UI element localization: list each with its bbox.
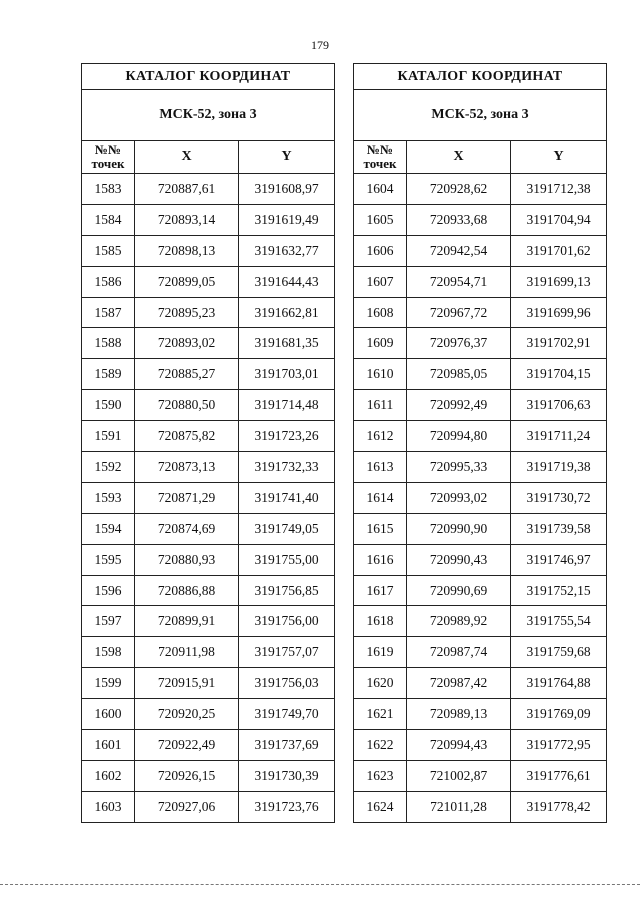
page-number: 179 bbox=[311, 38, 329, 52]
table-row bbox=[82, 452, 335, 483]
y-coordinate-cell: 3191714,48 bbox=[239, 390, 335, 421]
table-row bbox=[354, 513, 607, 544]
x-coordinate-cell: 720989,13 bbox=[407, 699, 511, 730]
x-coordinate-cell: 720928,62 bbox=[407, 174, 511, 205]
point-number-cell: 1616 bbox=[354, 544, 407, 575]
y-coordinate-cell: 3191757,07 bbox=[239, 637, 335, 668]
x-coordinate-cell: 720898,13 bbox=[135, 235, 239, 266]
column-header-point-number: №№ точек bbox=[82, 141, 135, 174]
y-coordinate-cell: 3191706,63 bbox=[511, 390, 607, 421]
y-coordinate-cell: 3191704,94 bbox=[511, 204, 607, 235]
y-coordinate-cell: 3191632,77 bbox=[239, 235, 335, 266]
table-row bbox=[354, 328, 607, 359]
point-number-cell: 1599 bbox=[82, 668, 135, 699]
table-row bbox=[354, 482, 607, 513]
x-coordinate-cell: 720995,33 bbox=[407, 452, 511, 483]
x-coordinate-cell: 720942,54 bbox=[407, 235, 511, 266]
table-row bbox=[82, 390, 335, 421]
x-coordinate-cell: 720987,42 bbox=[407, 668, 511, 699]
table-row bbox=[82, 204, 335, 235]
coordinate-rows bbox=[354, 174, 607, 823]
column-header-x: X bbox=[407, 141, 511, 174]
point-number-cell: 1604 bbox=[354, 174, 407, 205]
y-coordinate-cell: 3191746,97 bbox=[511, 544, 607, 575]
table-row bbox=[82, 328, 335, 359]
column-header-point-number: №№ точек bbox=[354, 141, 407, 174]
x-coordinate-cell: 720990,69 bbox=[407, 575, 511, 606]
point-number-cell: 1589 bbox=[82, 359, 135, 390]
y-coordinate-cell: 3191644,43 bbox=[239, 266, 335, 297]
coordinate-catalog-table-right bbox=[353, 63, 607, 823]
table-row bbox=[354, 730, 607, 761]
table-row bbox=[354, 452, 607, 483]
point-number-cell: 1608 bbox=[354, 297, 407, 328]
point-number-cell: 1609 bbox=[354, 328, 407, 359]
column-header-y: Y bbox=[511, 141, 607, 174]
catalog-subtitle: МСК-52, зона 3 bbox=[354, 90, 607, 141]
y-coordinate-cell: 3191764,88 bbox=[511, 668, 607, 699]
coordinate-rows bbox=[82, 174, 335, 823]
point-number-cell: 1586 bbox=[82, 266, 135, 297]
table-row bbox=[82, 544, 335, 575]
table-row bbox=[354, 606, 607, 637]
y-coordinate-cell: 3191778,42 bbox=[511, 791, 607, 822]
column-header-x: X bbox=[135, 141, 239, 174]
y-coordinate-cell: 3191776,61 bbox=[511, 760, 607, 791]
table-row bbox=[82, 359, 335, 390]
point-number-cell: 1591 bbox=[82, 421, 135, 452]
table-row bbox=[82, 266, 335, 297]
x-coordinate-cell: 720873,13 bbox=[135, 452, 239, 483]
y-coordinate-cell: 3191681,35 bbox=[239, 328, 335, 359]
x-coordinate-cell: 720887,61 bbox=[135, 174, 239, 205]
table-row bbox=[354, 575, 607, 606]
table-row bbox=[354, 390, 607, 421]
x-coordinate-cell: 720895,23 bbox=[135, 297, 239, 328]
y-coordinate-cell: 3191723,26 bbox=[239, 421, 335, 452]
y-coordinate-cell: 3191769,09 bbox=[511, 699, 607, 730]
table-row bbox=[82, 174, 335, 205]
footer-divider bbox=[0, 884, 640, 885]
point-number-cell: 1594 bbox=[82, 513, 135, 544]
x-coordinate-cell: 720994,80 bbox=[407, 421, 511, 452]
x-coordinate-cell: 720987,74 bbox=[407, 637, 511, 668]
x-coordinate-cell: 720933,68 bbox=[407, 204, 511, 235]
point-number-cell: 1606 bbox=[354, 235, 407, 266]
y-coordinate-cell: 3191755,54 bbox=[511, 606, 607, 637]
point-number-cell: 1598 bbox=[82, 637, 135, 668]
x-coordinate-cell: 720993,02 bbox=[407, 482, 511, 513]
y-coordinate-cell: 3191702,91 bbox=[511, 328, 607, 359]
x-coordinate-cell: 720911,98 bbox=[135, 637, 239, 668]
table-row bbox=[354, 544, 607, 575]
x-coordinate-cell: 720899,05 bbox=[135, 266, 239, 297]
coordinate-catalog-table-left bbox=[81, 63, 335, 823]
point-number-cell: 1592 bbox=[82, 452, 135, 483]
point-number-cell: 1624 bbox=[354, 791, 407, 822]
table-row bbox=[354, 297, 607, 328]
table-row bbox=[354, 359, 607, 390]
x-coordinate-cell: 720985,05 bbox=[407, 359, 511, 390]
point-number-cell: 1588 bbox=[82, 328, 135, 359]
x-coordinate-cell: 720989,92 bbox=[407, 606, 511, 637]
y-coordinate-cell: 3191662,81 bbox=[239, 297, 335, 328]
table-row bbox=[354, 791, 607, 822]
x-coordinate-cell: 720893,02 bbox=[135, 328, 239, 359]
y-coordinate-cell: 3191730,39 bbox=[239, 760, 335, 791]
y-coordinate-cell: 3191732,33 bbox=[239, 452, 335, 483]
table-row bbox=[354, 760, 607, 791]
y-coordinate-cell: 3191756,85 bbox=[239, 575, 335, 606]
y-coordinate-cell: 3191752,15 bbox=[511, 575, 607, 606]
column-header-y: Y bbox=[239, 141, 335, 174]
point-number-cell: 1605 bbox=[354, 204, 407, 235]
x-coordinate-cell: 720915,91 bbox=[135, 668, 239, 699]
y-coordinate-cell: 3191712,38 bbox=[511, 174, 607, 205]
point-number-cell: 1597 bbox=[82, 606, 135, 637]
x-coordinate-cell: 720922,49 bbox=[135, 730, 239, 761]
catalog-subtitle: МСК-52, зона 3 bbox=[82, 90, 335, 141]
y-coordinate-cell: 3191756,03 bbox=[239, 668, 335, 699]
x-coordinate-cell: 720871,29 bbox=[135, 482, 239, 513]
y-coordinate-cell: 3191755,00 bbox=[239, 544, 335, 575]
y-coordinate-cell: 3191701,62 bbox=[511, 235, 607, 266]
table-row bbox=[354, 204, 607, 235]
point-number-cell: 1603 bbox=[82, 791, 135, 822]
point-number-cell: 1613 bbox=[354, 452, 407, 483]
x-coordinate-cell: 720990,90 bbox=[407, 513, 511, 544]
x-coordinate-cell: 720899,91 bbox=[135, 606, 239, 637]
y-coordinate-cell: 3191741,40 bbox=[239, 482, 335, 513]
x-coordinate-cell: 720976,37 bbox=[407, 328, 511, 359]
point-number-cell: 1614 bbox=[354, 482, 407, 513]
point-number-cell: 1583 bbox=[82, 174, 135, 205]
table-row bbox=[82, 730, 335, 761]
point-number-cell: 1611 bbox=[354, 390, 407, 421]
catalog-title: КАТАЛОГ КООРДИНАТ bbox=[354, 64, 607, 90]
table-row bbox=[82, 760, 335, 791]
point-number-cell: 1610 bbox=[354, 359, 407, 390]
x-coordinate-cell: 720885,27 bbox=[135, 359, 239, 390]
x-coordinate-cell: 720886,88 bbox=[135, 575, 239, 606]
x-coordinate-cell: 720893,14 bbox=[135, 204, 239, 235]
point-number-cell: 1623 bbox=[354, 760, 407, 791]
x-coordinate-cell: 720875,82 bbox=[135, 421, 239, 452]
x-coordinate-cell: 721011,28 bbox=[407, 791, 511, 822]
x-coordinate-cell: 720926,15 bbox=[135, 760, 239, 791]
y-coordinate-cell: 3191749,70 bbox=[239, 699, 335, 730]
y-coordinate-cell: 3191699,13 bbox=[511, 266, 607, 297]
y-coordinate-cell: 3191737,69 bbox=[239, 730, 335, 761]
x-coordinate-cell: 720954,71 bbox=[407, 266, 511, 297]
point-number-cell: 1620 bbox=[354, 668, 407, 699]
x-coordinate-cell: 720967,72 bbox=[407, 297, 511, 328]
y-coordinate-cell: 3191730,72 bbox=[511, 482, 607, 513]
point-number-cell: 1585 bbox=[82, 235, 135, 266]
y-coordinate-cell: 3191704,15 bbox=[511, 359, 607, 390]
x-coordinate-cell: 720920,25 bbox=[135, 699, 239, 730]
x-coordinate-cell: 720992,49 bbox=[407, 390, 511, 421]
point-number-cell: 1618 bbox=[354, 606, 407, 637]
y-coordinate-cell: 3191619,49 bbox=[239, 204, 335, 235]
point-number-cell: 1601 bbox=[82, 730, 135, 761]
point-number-cell: 1617 bbox=[354, 575, 407, 606]
y-coordinate-cell: 3191772,95 bbox=[511, 730, 607, 761]
y-coordinate-cell: 3191723,76 bbox=[239, 791, 335, 822]
point-number-cell: 1602 bbox=[82, 760, 135, 791]
table-row bbox=[354, 421, 607, 452]
x-coordinate-cell: 720880,93 bbox=[135, 544, 239, 575]
table-row bbox=[354, 637, 607, 668]
table-row bbox=[82, 235, 335, 266]
table-row bbox=[82, 606, 335, 637]
catalog-title: КАТАЛОГ КООРДИНАТ bbox=[82, 64, 335, 90]
table-row bbox=[354, 174, 607, 205]
y-coordinate-cell: 3191703,01 bbox=[239, 359, 335, 390]
table-row bbox=[354, 235, 607, 266]
point-number-cell: 1593 bbox=[82, 482, 135, 513]
table-row bbox=[82, 513, 335, 544]
y-coordinate-cell: 3191608,97 bbox=[239, 174, 335, 205]
table-row bbox=[82, 637, 335, 668]
y-coordinate-cell: 3191699,96 bbox=[511, 297, 607, 328]
point-number-cell: 1584 bbox=[82, 204, 135, 235]
table-row bbox=[82, 482, 335, 513]
point-number-cell: 1595 bbox=[82, 544, 135, 575]
table-row bbox=[82, 297, 335, 328]
y-coordinate-cell: 3191749,05 bbox=[239, 513, 335, 544]
y-coordinate-cell: 3191756,00 bbox=[239, 606, 335, 637]
y-coordinate-cell: 3191711,24 bbox=[511, 421, 607, 452]
x-coordinate-cell: 721002,87 bbox=[407, 760, 511, 791]
point-number-cell: 1615 bbox=[354, 513, 407, 544]
point-number-cell: 1607 bbox=[354, 266, 407, 297]
y-coordinate-cell: 3191719,38 bbox=[511, 452, 607, 483]
point-number-cell: 1590 bbox=[82, 390, 135, 421]
point-number-cell: 1619 bbox=[354, 637, 407, 668]
table-row bbox=[82, 699, 335, 730]
x-coordinate-cell: 720927,06 bbox=[135, 791, 239, 822]
table-row bbox=[82, 575, 335, 606]
table-row bbox=[82, 668, 335, 699]
point-number-cell: 1612 bbox=[354, 421, 407, 452]
table-row bbox=[82, 791, 335, 822]
table-row bbox=[354, 699, 607, 730]
point-number-cell: 1587 bbox=[82, 297, 135, 328]
point-number-cell: 1596 bbox=[82, 575, 135, 606]
table-row bbox=[354, 266, 607, 297]
point-number-cell: 1622 bbox=[354, 730, 407, 761]
table-row bbox=[82, 421, 335, 452]
x-coordinate-cell: 720874,69 bbox=[135, 513, 239, 544]
y-coordinate-cell: 3191759,68 bbox=[511, 637, 607, 668]
x-coordinate-cell: 720990,43 bbox=[407, 544, 511, 575]
point-number-cell: 1621 bbox=[354, 699, 407, 730]
x-coordinate-cell: 720880,50 bbox=[135, 390, 239, 421]
point-number-cell: 1600 bbox=[82, 699, 135, 730]
x-coordinate-cell: 720994,43 bbox=[407, 730, 511, 761]
table-row bbox=[354, 668, 607, 699]
y-coordinate-cell: 3191739,58 bbox=[511, 513, 607, 544]
